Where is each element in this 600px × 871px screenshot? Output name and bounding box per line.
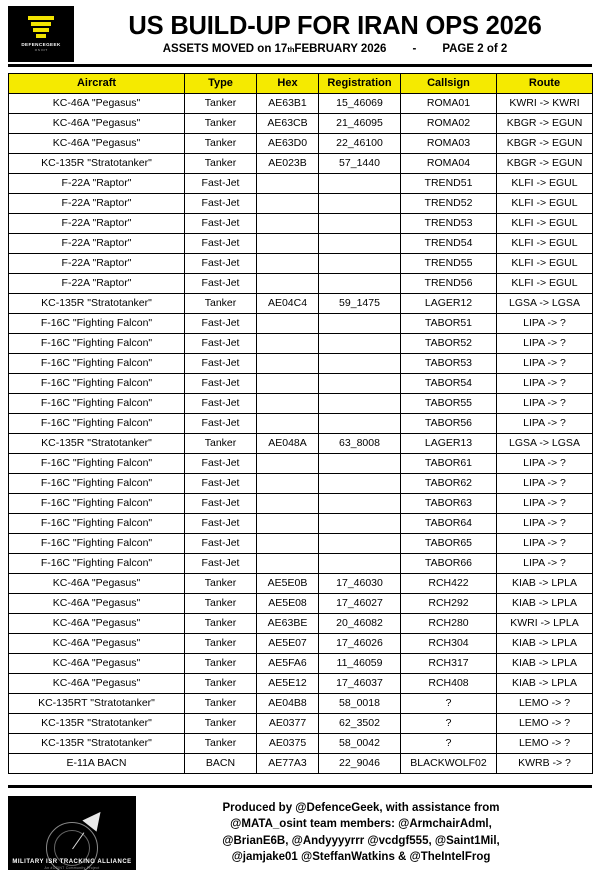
cell-registration: 11_46059 <box>319 654 401 674</box>
cell-route: KWRB -> ? <box>497 754 593 774</box>
cell-registration: 21_46095 <box>319 114 401 134</box>
table-row <box>9 234 593 254</box>
cell-registration <box>319 274 401 294</box>
cell-route: KIAB -> LPLA <box>497 654 593 674</box>
cell-callsign: TABOR52 <box>401 334 497 354</box>
cell-type: Tanker <box>185 714 257 734</box>
cell-callsign: TREND54 <box>401 234 497 254</box>
cell-type: Fast-Jet <box>185 274 257 294</box>
cell-route: KBGR -> EGUN <box>497 154 593 174</box>
cell-registration: 17_46030 <box>319 574 401 594</box>
cell-type: Tanker <box>185 114 257 134</box>
table-row <box>9 354 593 374</box>
cell-aircraft: KC-135R "Stratotanker" <box>9 154 185 174</box>
table-row <box>9 254 593 274</box>
cell-type: Tanker <box>185 294 257 314</box>
table-row <box>9 454 593 474</box>
table-row <box>9 714 593 734</box>
cell-type: Fast-Jet <box>185 394 257 414</box>
table-row <box>9 554 593 574</box>
page-title: US BUILD-UP FOR IRAN OPS 2026 <box>128 11 542 40</box>
cell-aircraft: F-16C "Fighting Falcon" <box>9 414 185 434</box>
cell-registration <box>319 214 401 234</box>
cell-hex <box>257 234 319 254</box>
cell-hex: AE63BE <box>257 614 319 634</box>
cell-type: Fast-Jet <box>185 414 257 434</box>
cell-aircraft: F-22A "Raptor" <box>9 194 185 214</box>
table-row <box>9 414 593 434</box>
cell-hex: AE77A3 <box>257 754 319 774</box>
subtitle-date: ASSETS MOVED on 17 <box>162 43 288 56</box>
cell-type: Tanker <box>185 654 257 674</box>
cell-hex: AE0375 <box>257 734 319 754</box>
cell-hex <box>257 474 319 494</box>
table-row <box>9 614 593 634</box>
column-header-hex: Hex <box>257 74 319 94</box>
cell-route: KBGR -> EGUN <box>497 134 593 154</box>
cell-aircraft: KC-46A "Pegasus" <box>9 634 185 654</box>
cell-registration <box>319 194 401 214</box>
cell-aircraft: F-22A "Raptor" <box>9 174 185 194</box>
cell-hex: AE04C4 <box>257 294 319 314</box>
title-block <box>78 6 592 62</box>
cell-callsign: BLACKWOLF02 <box>401 754 497 774</box>
cell-type: Tanker <box>185 574 257 594</box>
cell-callsign: RCH408 <box>401 674 497 694</box>
cell-callsign: TREND51 <box>401 174 497 194</box>
cell-hex <box>257 534 319 554</box>
cell-aircraft: F-16C "Fighting Falcon" <box>9 314 185 334</box>
cell-type: Tanker <box>185 434 257 454</box>
cell-registration <box>319 514 401 534</box>
cell-callsign: TREND55 <box>401 254 497 274</box>
cell-callsign: TREND53 <box>401 214 497 234</box>
page-number-label: PAGE 2 of 2 <box>442 43 508 56</box>
cell-registration: 17_46027 <box>319 594 401 614</box>
table-row <box>9 754 593 774</box>
cell-type: Fast-Jet <box>185 354 257 374</box>
credit-line: Produced by @DefenceGeek, with assistance from <box>222 801 500 814</box>
cell-aircraft: KC-135R "Stratotanker" <box>9 294 185 314</box>
cell-registration <box>319 234 401 254</box>
cell-type: Tanker <box>185 674 257 694</box>
cell-aircraft: E-11A BACN <box>9 754 185 774</box>
cell-type: Tanker <box>185 634 257 654</box>
cell-route: LEMO -> ? <box>497 714 593 734</box>
cell-hex <box>257 514 319 534</box>
cell-route: KIAB -> LPLA <box>497 634 593 654</box>
table-row <box>9 274 593 294</box>
cell-route: KIAB -> LPLA <box>497 574 593 594</box>
cell-route: KLFI -> EGUL <box>497 234 593 254</box>
table-row <box>9 734 593 754</box>
cell-route: LIPA -> ? <box>497 334 593 354</box>
column-header-callsign: Callsign <box>401 74 497 94</box>
cell-callsign: ROMA01 <box>401 94 497 114</box>
cell-type: Fast-Jet <box>185 494 257 514</box>
cell-aircraft: KC-46A "Pegasus" <box>9 94 185 114</box>
cell-hex <box>257 454 319 474</box>
cell-route: LIPA -> ? <box>497 474 593 494</box>
cell-route: KWRI -> KWRI <box>497 94 593 114</box>
cell-aircraft: KC-46A "Pegasus" <box>9 594 185 614</box>
cell-type: Fast-Jet <box>185 234 257 254</box>
cell-callsign: TABOR63 <box>401 494 497 514</box>
cell-type: Fast-Jet <box>185 554 257 574</box>
cell-callsign: ROMA04 <box>401 154 497 174</box>
cell-aircraft: F-16C "Fighting Falcon" <box>9 494 185 514</box>
cell-type: Tanker <box>185 94 257 114</box>
cell-callsign: RCH280 <box>401 614 497 634</box>
table-row <box>9 94 593 114</box>
cell-hex <box>257 254 319 274</box>
table-row <box>9 394 593 414</box>
cell-hex <box>257 374 319 394</box>
cell-type: Fast-Jet <box>185 474 257 494</box>
cell-route: LIPA -> ? <box>497 454 593 474</box>
cell-registration <box>319 454 401 474</box>
credits-block <box>136 800 592 865</box>
cell-aircraft: F-16C "Fighting Falcon" <box>9 554 185 574</box>
cell-route: KLFI -> EGUL <box>497 214 593 234</box>
cell-hex: AE0377 <box>257 714 319 734</box>
table-row <box>9 634 593 654</box>
cell-aircraft: F-16C "Fighting Falcon" <box>9 474 185 494</box>
cell-callsign: TABOR62 <box>401 474 497 494</box>
cell-route: LIPA -> ? <box>497 534 593 554</box>
table-row <box>9 654 593 674</box>
cell-registration: 63_8008 <box>319 434 401 454</box>
cell-registration: 58_0042 <box>319 734 401 754</box>
cell-aircraft: KC-135R "Stratotanker" <box>9 714 185 734</box>
cell-type: BACN <box>185 754 257 774</box>
cell-aircraft: F-22A "Raptor" <box>9 214 185 234</box>
table-row <box>9 674 593 694</box>
cell-route: KWRI -> LPLA <box>497 614 593 634</box>
credit-line: @BrianE6B, @Andyyyyrrr @vcdgf555, @Saint1Mil, <box>222 834 500 847</box>
cell-hex <box>257 214 319 234</box>
table-row <box>9 434 593 454</box>
cell-hex <box>257 314 319 334</box>
cell-aircraft: KC-46A "Pegasus" <box>9 654 185 674</box>
subtitle-separator: - <box>412 43 417 56</box>
cell-type: Fast-Jet <box>185 374 257 394</box>
table-row <box>9 474 593 494</box>
cell-callsign: RCH422 <box>401 574 497 594</box>
cell-aircraft: F-22A "Raptor" <box>9 234 185 254</box>
cell-hex: AE023B <box>257 154 319 174</box>
cell-route: KLFI -> EGUL <box>497 274 593 294</box>
cell-type: Tanker <box>185 154 257 174</box>
cell-registration: 17_46026 <box>319 634 401 654</box>
mita-logo-sub: An #OSINT Community Project <box>44 865 100 870</box>
table-row <box>9 294 593 314</box>
cell-registration <box>319 394 401 414</box>
cell-route: LIPA -> ? <box>497 494 593 514</box>
cell-callsign: TREND56 <box>401 274 497 294</box>
cell-registration <box>319 554 401 574</box>
cell-registration <box>319 314 401 334</box>
credit-line: @jamjake01 @SteffanWatkins & @TheIntelFrog <box>231 850 491 863</box>
cell-hex <box>257 394 319 414</box>
cell-type: Fast-Jet <box>185 534 257 554</box>
cell-type: Fast-Jet <box>185 514 257 534</box>
cell-route: KIAB -> LPLA <box>497 674 593 694</box>
cell-type: Fast-Jet <box>185 254 257 274</box>
cell-aircraft: F-16C "Fighting Falcon" <box>9 394 185 414</box>
cell-aircraft: F-22A "Raptor" <box>9 254 185 274</box>
cell-route: KLFI -> EGUL <box>497 254 593 274</box>
cell-registration <box>319 254 401 274</box>
cell-callsign: ? <box>401 714 497 734</box>
cell-hex: AE63B1 <box>257 94 319 114</box>
cell-type: Fast-Jet <box>185 314 257 334</box>
cell-callsign: TABOR61 <box>401 454 497 474</box>
cell-aircraft: F-16C "Fighting Falcon" <box>9 374 185 394</box>
column-header-registration: Registration <box>319 74 401 94</box>
cell-type: Tanker <box>185 614 257 634</box>
table-row <box>9 594 593 614</box>
cell-callsign: LAGER13 <box>401 434 497 454</box>
table-row <box>9 314 593 334</box>
table-row <box>9 114 593 134</box>
cell-route: LIPA -> ? <box>497 394 593 414</box>
logo-sub: O S I N T <box>34 48 48 52</box>
cell-registration <box>319 354 401 374</box>
column-header-route: Route <box>497 74 593 94</box>
table-row <box>9 514 593 534</box>
cell-route: KIAB -> LPLA <box>497 594 593 614</box>
cell-callsign: TABOR65 <box>401 534 497 554</box>
cell-route: LEMO -> ? <box>497 734 593 754</box>
subtitle-date-suffix: th <box>287 45 295 55</box>
cell-route: LIPA -> ? <box>497 374 593 394</box>
cell-callsign: TABOR54 <box>401 374 497 394</box>
cell-hex: AE04B8 <box>257 694 319 714</box>
cell-route: KLFI -> EGUL <box>497 174 593 194</box>
cell-hex: AE5E12 <box>257 674 319 694</box>
cell-callsign: ROMA02 <box>401 114 497 134</box>
cell-registration <box>319 334 401 354</box>
cell-callsign: TABOR51 <box>401 314 497 334</box>
cell-route: LIPA -> ? <box>497 514 593 534</box>
document-footer <box>8 785 592 871</box>
cell-hex <box>257 414 319 434</box>
cell-callsign: TREND52 <box>401 194 497 214</box>
table-row <box>9 194 593 214</box>
cell-callsign: LAGER12 <box>401 294 497 314</box>
document-header <box>8 6 592 67</box>
table-row <box>9 374 593 394</box>
cell-route: LIPA -> ? <box>497 554 593 574</box>
cell-callsign: ROMA03 <box>401 134 497 154</box>
mita-logo-text: MILITARY ISR TRACKING ALLIANCE <box>12 858 132 865</box>
mita-logo <box>8 796 136 870</box>
cell-registration: 22_46100 <box>319 134 401 154</box>
cell-hex <box>257 194 319 214</box>
cell-aircraft: F-16C "Fighting Falcon" <box>9 514 185 534</box>
assets-table <box>8 73 593 774</box>
table-row <box>9 214 593 234</box>
cell-hex <box>257 174 319 194</box>
cell-registration <box>319 374 401 394</box>
cell-aircraft: KC-46A "Pegasus" <box>9 674 185 694</box>
cell-registration: 15_46069 <box>319 94 401 114</box>
cell-callsign: TABOR53 <box>401 354 497 374</box>
cell-type: Fast-Jet <box>185 174 257 194</box>
cell-registration: 22_9046 <box>319 754 401 774</box>
cell-type: Fast-Jet <box>185 334 257 354</box>
cell-registration: 20_46082 <box>319 614 401 634</box>
cell-registration <box>319 414 401 434</box>
table-row <box>9 154 593 174</box>
cell-callsign: ? <box>401 694 497 714</box>
table-row <box>9 534 593 554</box>
cell-type: Tanker <box>185 134 257 154</box>
cell-type: Fast-Jet <box>185 454 257 474</box>
cell-hex: AE5E08 <box>257 594 319 614</box>
cell-registration: 62_3502 <box>319 714 401 734</box>
cell-callsign: RCH292 <box>401 594 497 614</box>
cell-callsign: TABOR64 <box>401 514 497 534</box>
cell-registration: 58_0018 <box>319 694 401 714</box>
cell-route: LIPA -> ? <box>497 354 593 374</box>
cell-callsign: RCH317 <box>401 654 497 674</box>
cell-hex: AE5FA6 <box>257 654 319 674</box>
cell-registration: 17_46037 <box>319 674 401 694</box>
cell-aircraft: F-16C "Fighting Falcon" <box>9 454 185 474</box>
table-body <box>9 94 593 774</box>
column-header-type: Type <box>185 74 257 94</box>
cell-route: KLFI -> EGUL <box>497 194 593 214</box>
cell-type: Tanker <box>185 734 257 754</box>
cell-registration: 59_1475 <box>319 294 401 314</box>
cell-hex <box>257 494 319 514</box>
cell-registration <box>319 494 401 514</box>
cell-aircraft: F-22A "Raptor" <box>9 274 185 294</box>
credit-line: @MATA_osint team members: @ArmchairAdml, <box>230 818 492 831</box>
cell-registration <box>319 534 401 554</box>
cell-route: LGSA -> LGSA <box>497 434 593 454</box>
cell-hex: AE5E07 <box>257 634 319 654</box>
cell-registration: 57_1440 <box>319 154 401 174</box>
cell-aircraft: KC-46A "Pegasus" <box>9 114 185 134</box>
cell-route: LGSA -> LGSA <box>497 294 593 314</box>
cell-callsign: TABOR56 <box>401 414 497 434</box>
cell-registration <box>319 474 401 494</box>
cell-callsign: RCH304 <box>401 634 497 654</box>
table-row <box>9 134 593 154</box>
cell-hex <box>257 554 319 574</box>
cell-hex <box>257 334 319 354</box>
cell-hex: AE048A <box>257 434 319 454</box>
cell-type: Fast-Jet <box>185 194 257 214</box>
cell-hex <box>257 274 319 294</box>
cell-route: LIPA -> ? <box>497 414 593 434</box>
assets-table-wrap <box>8 73 592 774</box>
logo-bars-icon <box>28 16 54 38</box>
cell-route: KBGR -> EGUN <box>497 114 593 134</box>
cell-aircraft: KC-135RT "Stratotanker" <box>9 694 185 714</box>
cell-type: Tanker <box>185 594 257 614</box>
cell-aircraft: KC-46A "Pegasus" <box>9 134 185 154</box>
cell-route: LIPA -> ? <box>497 314 593 334</box>
cell-type: Fast-Jet <box>185 214 257 234</box>
cell-route: LEMO -> ? <box>497 694 593 714</box>
cell-hex: AE63CB <box>257 114 319 134</box>
defencegeek-logo <box>8 6 74 62</box>
cell-registration <box>319 174 401 194</box>
cell-hex: AE5E0B <box>257 574 319 594</box>
cell-aircraft: KC-46A "Pegasus" <box>9 574 185 594</box>
cell-aircraft: F-16C "Fighting Falcon" <box>9 334 185 354</box>
cell-aircraft: F-16C "Fighting Falcon" <box>9 354 185 374</box>
subtitle-date-rest: FEBRUARY 2026 <box>294 43 387 56</box>
cell-callsign: TABOR66 <box>401 554 497 574</box>
column-header-aircraft: Aircraft <box>9 74 185 94</box>
table-row <box>9 494 593 514</box>
cell-hex: AE63D0 <box>257 134 319 154</box>
cell-aircraft: KC-46A "Pegasus" <box>9 614 185 634</box>
logo-name: DEFENCEGEEK <box>21 42 61 47</box>
cell-callsign: ? <box>401 734 497 754</box>
cell-hex <box>257 354 319 374</box>
cell-aircraft: KC-135R "Stratotanker" <box>9 734 185 754</box>
table-header-row <box>9 74 593 94</box>
cell-aircraft: F-16C "Fighting Falcon" <box>9 534 185 554</box>
table-row <box>9 334 593 354</box>
cell-callsign: TABOR55 <box>401 394 497 414</box>
cell-aircraft: KC-135R "Stratotanker" <box>9 434 185 454</box>
table-row <box>9 694 593 714</box>
subtitle-row <box>163 43 508 55</box>
table-row <box>9 174 593 194</box>
cell-type: Tanker <box>185 694 257 714</box>
table-row <box>9 574 593 594</box>
